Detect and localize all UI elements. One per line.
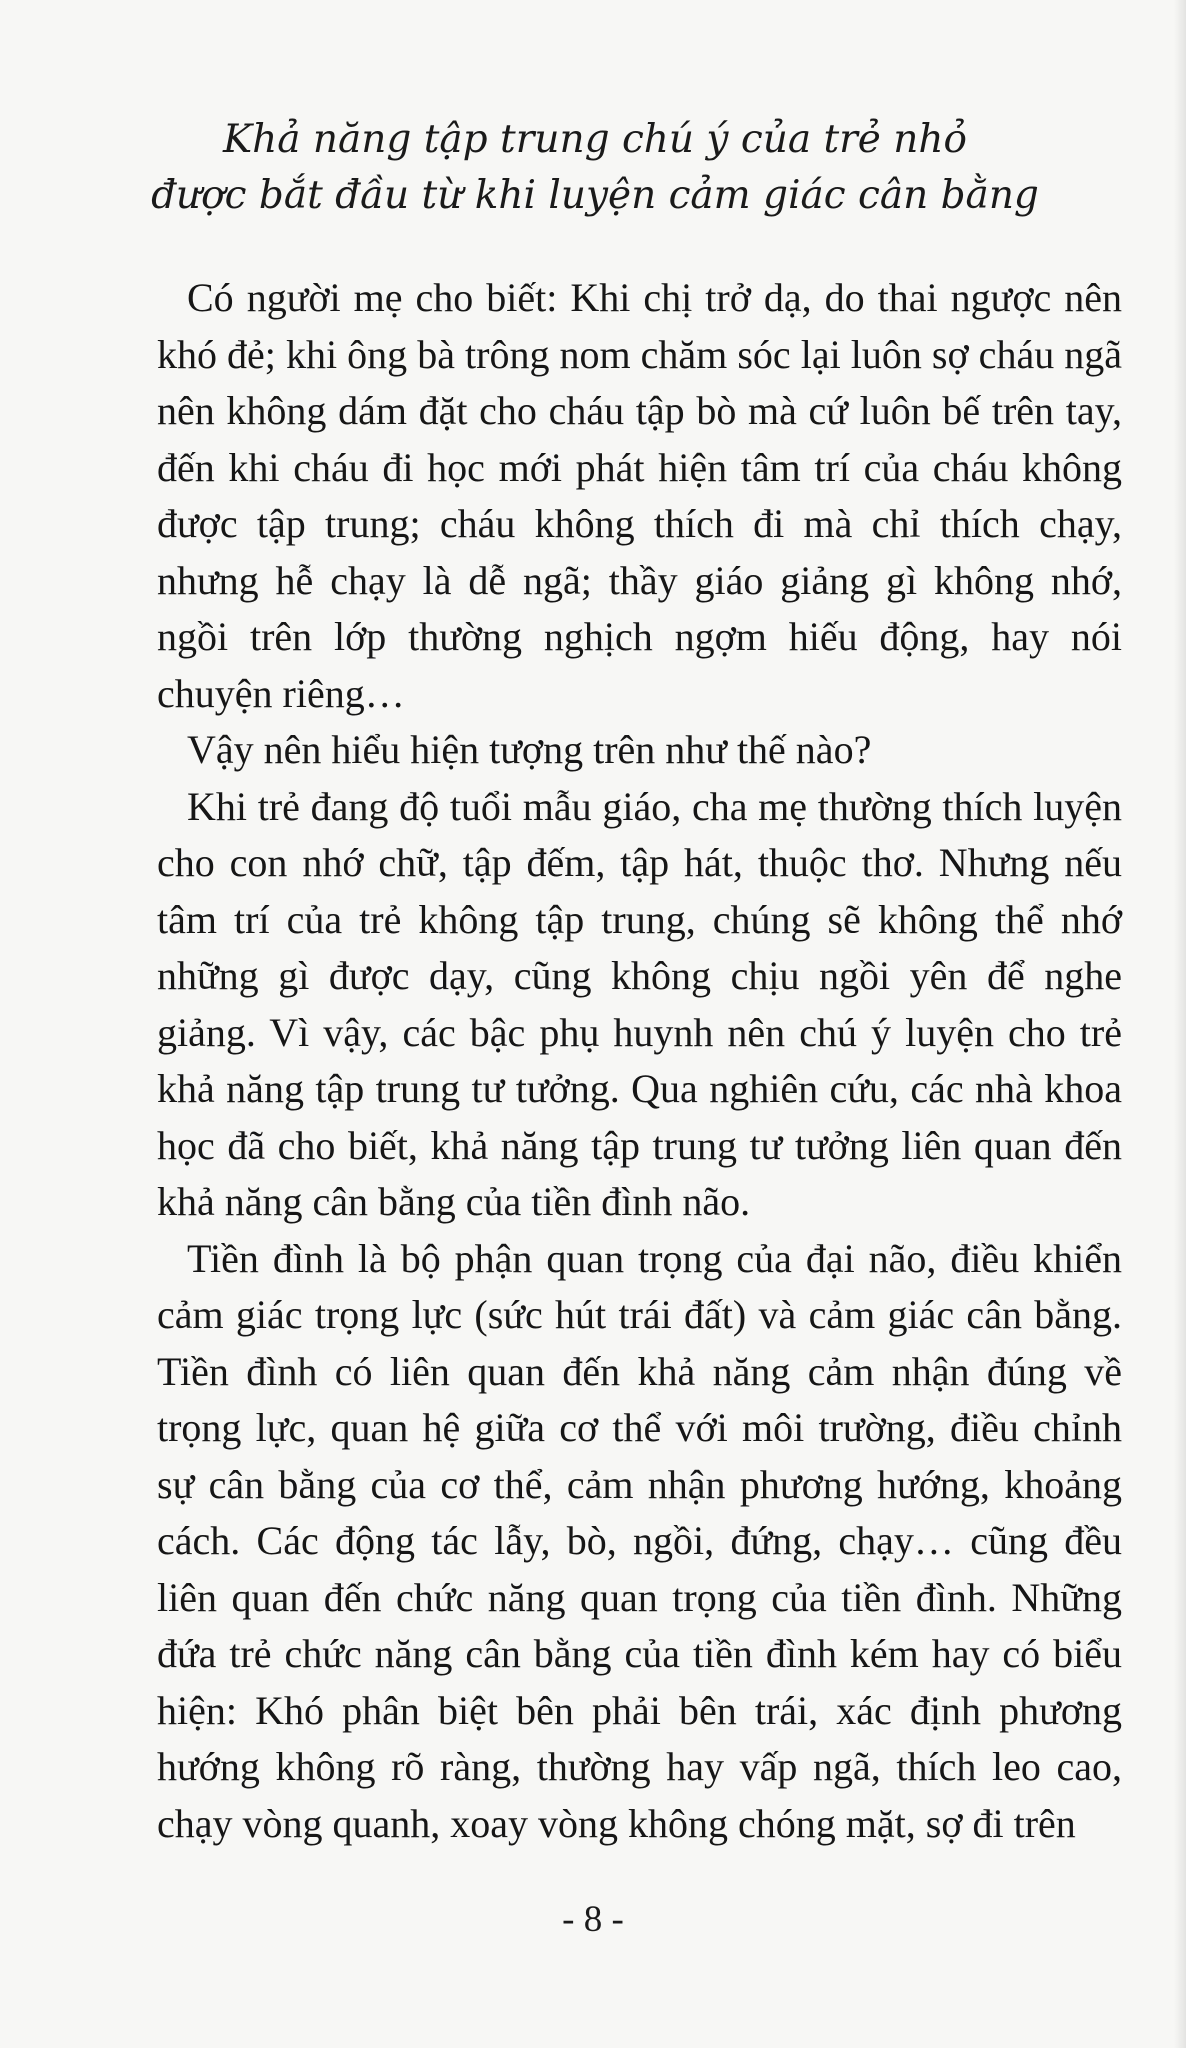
paragraph-3: Khi trẻ đang độ tuổi mẫu giáo, cha mẹ thường thích luyện cho con nhớ chữ, tập đếm, tập hát, thuộc thơ. Nhưng nếu tâm trí của trẻ không tập trung, chúng sẽ không thể nhớ những gì được dạy, cũng không chịu ngồi yên để nghe giảng. Vì vậy, các bậc phụ huynh nên chú ý luyện cho trẻ khả năng tập trung tư tưởng. Qua nghiên cứu, các nhà khoa học đã cho biết, khả năng tập trung tư tưởng liên quan đến khả năng cân bằng của tiền đình não. bbox=[157, 783, 1122, 1224]
paragraph-2: Vậy nên hiểu hiện tượng trên như thế nào? bbox=[187, 727, 872, 772]
page-number: - 8 - bbox=[562, 1899, 624, 1940]
body-text bbox=[157, 270, 1122, 1852]
section-heading bbox=[90, 112, 1100, 224]
page-edge-shadow bbox=[1174, 0, 1186, 2048]
paragraph-4: Tiền đình là bộ phận quan trọng của đại não, điều khiển cảm giác trọng lực (sức hút trái đất) và cảm giác cân bằng. Tiền đình có liên quan đến khả năng cảm nhận đúng về trọng lực, quan hệ giữa cơ thể với môi trường, điều chỉnh sự cân bằng của cơ thể, cảm nhận phương hướng, khoảng cách. Các động tác lẫy, bò, ngồi, đứng, chạy… cũng đều liên quan đến chức năng quan trọng của tiền đình. Những đứa trẻ chức năng cân bằng của tiền đình kém hay có biểu hiện: Khó phân biệt bên phải bên trái, xác định phương hướng không rõ ràng, thường hay vấp ngã, thích leo cao, chạy vòng quanh, xoay vòng không chóng mặt, sợ đi trên bbox=[157, 1235, 1122, 1846]
section-heading-line-1: Khả năng tập trung chú ý của trẻ nhỏ bbox=[223, 117, 967, 162]
section-heading-line-2: được bắt đầu từ khi luyện cảm giác cân bằng bbox=[151, 173, 1039, 218]
paragraph-1: Có người mẹ cho biết: Khi chị trở dạ, do thai ngược nên khó đẻ; khi ông bà trông nom chăm sóc lại luôn sợ cháu ngã nên không dám đặt cho cháu tập bò mà cứ luôn bế trên tay, đến khi cháu đi học mới phát hiện tâm trí của cháu không được tập trung; cháu không thích đi mà chỉ thích chạy, nhưng hễ chạy là dễ ngã; thầy giáo giảng gì không nhớ, ngồi trên lớp thường nghịch ngợm hiếu động, hay nói chuyện riêng… bbox=[157, 275, 1122, 716]
